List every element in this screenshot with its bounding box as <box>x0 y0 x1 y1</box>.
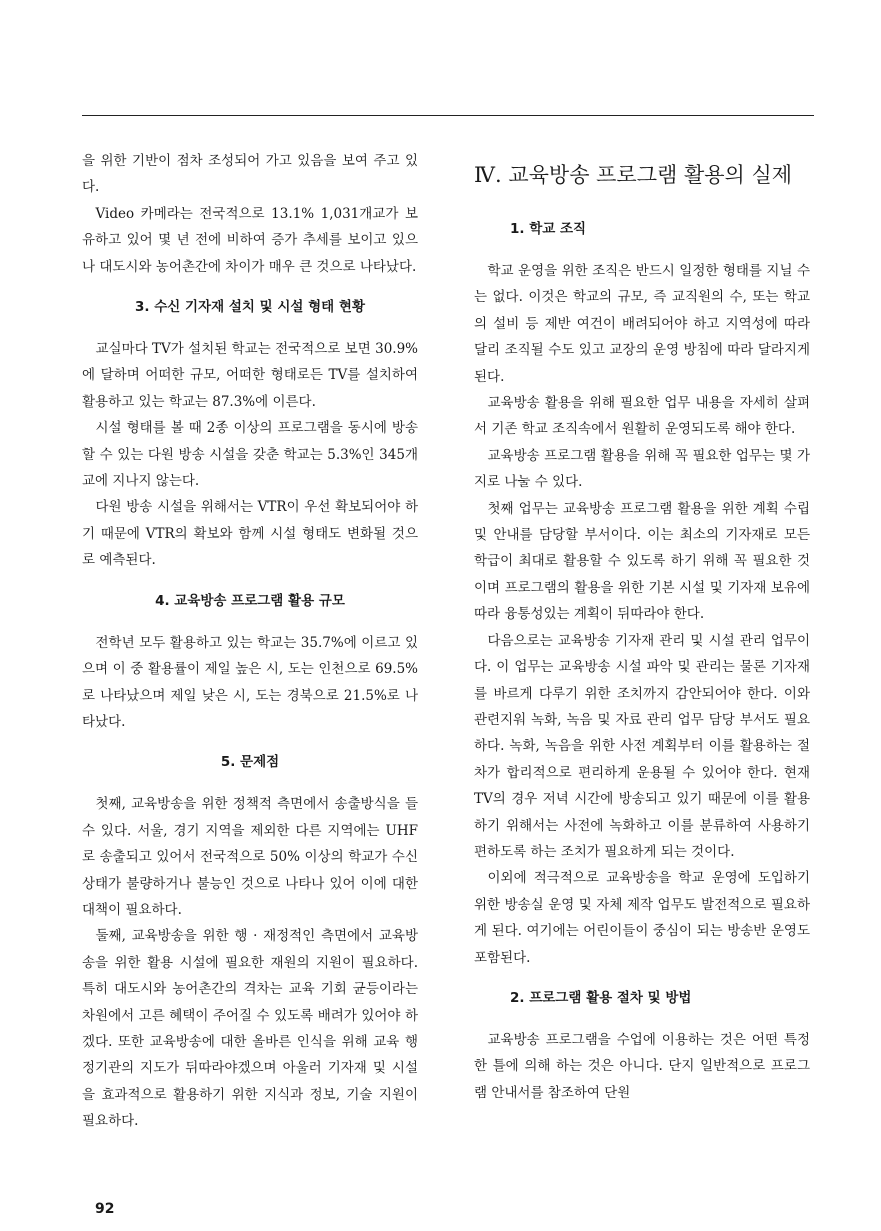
chapter-heading: Ⅳ. 교육방송 프로그램 활용의 실제 <box>474 163 793 187</box>
paragraph: 전학년 모두 활용하고 있는 학교는 35.7%에 이르고 있으며 이 중 활용률이 제일 높은 시, 도는 인천으로 69.5%로 나타났으며 제일 낮은 시, 도는 경북으로 21.5%로 나타났다. <box>82 634 418 730</box>
left-column <box>82 148 418 1135</box>
paragraph: 교육방송 프로그램 활용을 위해 꼭 필요한 업무는 몇 가지로 나눌 수 있다. <box>474 447 810 491</box>
paragraph: 시설 형태를 볼 때 2종 이상의 프로그램을 동시에 방송할 수 있는 다원 방송 시설을 갖춘 학교는 5.3%인 345개교에 지나지 않는다. <box>82 420 418 490</box>
paragraph: 다원 방송 시설을 위해서는 VTR이 우선 확보되어야 하기 때문에 VTR의 확보와 함께 시설 형태도 변화될 것으로 예측된다. <box>82 499 418 569</box>
section-heading: 1. 학교 조직 <box>510 221 587 237</box>
paragraph: 이외에 적극적으로 교육방송을 학교 운영에 도입하기 위한 방송실 운영 및 자체 제작 업무도 발전적으로 필요하게 된다. 여기에는 어린이들이 중심이 되는 방송반 운영도 포함된다. <box>474 870 810 966</box>
right-column <box>474 148 810 1106</box>
paragraph: 첫째 업무는 교육방송 프로그램 활용을 위한 계획 수립 및 안내를 담당할 부서이다. 이는 최소의 기자재로 모든 학급이 최대로 활용할 수 있도록 하기 위해 꼭 필요한 것이며 프로그램의 활용을 위한 기본 시설 및 기자재 보유에 따라 융통성있는 계획이 뒤따라야 한다. <box>474 500 810 623</box>
section-heading: 3. 수신 기자재 설치 및 시설 형태 현황 <box>135 299 365 316</box>
section-heading: 4. 교육방송 프로그램 활용 규모 <box>155 592 345 609</box>
paragraph: 둘째, 교육방송을 위한 행 · 재정적인 측면에서 교육방송을 위한 활용 시설에 필요한 재원의 지원이 필요하다. 특히 대도시와 농어촌간의 격차는 교육 기회 균등이라는 차원에서 고른 혜택이 주어질 수 있도록 배려가 있어야 하겠다. 또한 교육방송에 대한 올바른 인식을 위해 교육 행정기관의 지도가 뒤따라야겠으며 아울러 기자재 및 시설을 효과적으로 활용하기 위한 지식과 정보, 기술 지원이 필요하다. <box>82 928 418 1130</box>
paragraph: 을 위한 기반이 점차 조성되어 가고 있음을 보여 주고 있다. <box>82 153 418 196</box>
paragraph: 학교 운영을 위한 조직은 반드시 일정한 형태를 지닐 수는 없다. 이것은 학교의 규모, 즉 교직원의 수, 또는 학교의 설비 등 제반 여건이 배려되어야 하고 지역성에 따라 달리 조직될 수도 있고 교장의 운영 방침에 따라 달라지게 된다. <box>474 263 810 385</box>
paragraph: 다음으로는 교육방송 기자재 관리 및 시설 관리 업무이다. 이 업무는 교육방송 시설 파악 및 관리는 물론 기자재를 바르게 다루기 위한 조치까지 감안되어야 한다. 이와 관련지워 녹화, 녹음 및 자료 관리 업무 담당 부서도 필요하다. 녹화, 녹음을 위한 사전 계획부터 이를 활용하는 절차가 합리적으로 편리하게 운용될 수 있어야 한다. 현재 TV의 경우 저녁 시간에 방송되고 있기 때문에 이를 활용하기 위해서는 사전에 녹화하고 이를 분류하여 사용하기 편하도록 하는 조치가 필요하게 되는 것이다. <box>474 632 810 860</box>
paragraph: 교육방송 프로그램을 수업에 이용하는 것은 어떤 특정한 틀에 의해 하는 것은 아니다. 단지 일반적으로 프로그램 안내서를 참조하여 단원 <box>474 1031 810 1101</box>
section-heading: 5. 문제점 <box>220 754 280 771</box>
header-rule <box>82 115 814 116</box>
paragraph: 첫째, 교육방송을 위한 정책적 측면에서 송출방식을 들 수 있다. 서울, 경기 지역을 제외한 다른 지역에는 UHF로 송출되고 있어서 전국적으로 50% 이상의 학교가 수신 상태가 불량하거나 불능인 것으로 나타나 있어 이에 대한 대책이 필요하다. <box>82 796 418 918</box>
paragraph: Video 카메라는 전국적으로 13.1% 1,031개교가 보유하고 있어 몇 년 전에 비하여 증가 추세를 보이고 있으나 대도시와 농어촌간에 차이가 매우 큰 것으로 나타났다. <box>82 205 418 275</box>
section-heading: 2. 프로그램 활용 절차 및 방법 <box>510 989 692 1006</box>
page-number: 92 <box>95 1201 115 1217</box>
paragraph: 교육방송 활용을 위해 필요한 업무 내용을 자세히 살펴서 기존 학교 조직속에서 원활히 운영되도록 해야 한다. <box>474 395 810 438</box>
paragraph: 교실마다 TV가 설치된 학교는 전국적으로 보면 30.9%에 달하며 어떠한 규모, 어떠한 형태로든 TV를 설치하여 활용하고 있는 학교는 87.3%에 이른다. <box>82 341 418 410</box>
